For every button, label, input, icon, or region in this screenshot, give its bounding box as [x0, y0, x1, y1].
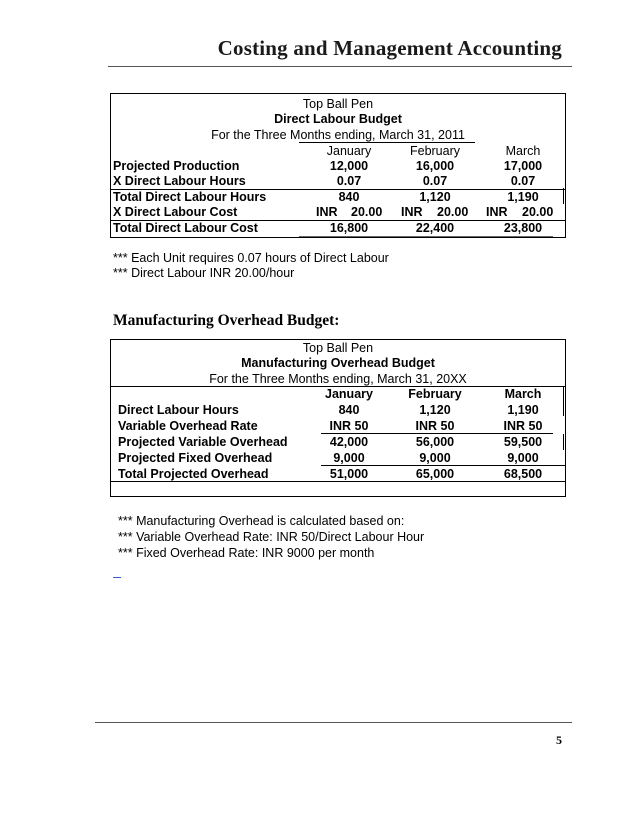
cell-value: 16,800 [329, 221, 369, 235]
cell-value: 20.00 [522, 205, 554, 219]
cell-value: 20.00 [437, 205, 469, 219]
table-row [111, 189, 565, 205]
cell-value: 9,000 [507, 451, 539, 465]
column-edge [563, 434, 564, 450]
overhead-note: *** Fixed Overhead Rate: INR 9000 per month [118, 546, 375, 560]
cell-value: 1,120 [419, 190, 451, 204]
cell-value: 1,190 [507, 190, 539, 204]
column-edge [563, 188, 564, 204]
page-header-title: Costing and Management Accounting [217, 36, 562, 60]
table-row [111, 434, 565, 450]
cell-value: 0.07 [510, 174, 536, 188]
table-row [111, 450, 565, 466]
cell-value: 840 [338, 403, 360, 417]
table-row [111, 173, 565, 189]
cell-value: 16,000 [415, 159, 455, 173]
cell-value: 65,000 [415, 467, 455, 481]
header-divider [108, 66, 572, 67]
overhead-company-name: Top Ball Pen [302, 341, 374, 355]
row-label: Variable Overhead Rate [118, 419, 258, 433]
table-row [111, 418, 565, 434]
row-label: X Direct Labour Hours [113, 174, 246, 188]
cell-value: 51,000 [329, 467, 369, 481]
stray-underline-mark [113, 577, 121, 578]
cell-value: 59,500 [503, 435, 543, 449]
cell-value: INR 50 [503, 419, 543, 433]
month-header: March [505, 144, 541, 158]
table-row [111, 220, 565, 236]
total-underline [299, 236, 553, 237]
cell-value: 42,000 [329, 435, 369, 449]
cell-value: 0.07 [422, 174, 448, 188]
footer-divider [95, 722, 572, 723]
overhead-note: *** Manufacturing Overhead is calculated based on: [118, 514, 405, 528]
row-label: X Direct Labour Cost [113, 205, 238, 219]
overhead-budget-title: Manufacturing Overhead Budget [241, 356, 435, 370]
direct-labour-budget-table [110, 93, 566, 238]
labour-company-name: Top Ball Pen [302, 97, 374, 111]
currency-label: INR [316, 205, 338, 219]
labour-budget-period: For the Three Months ending, March 31, 2011 [211, 128, 465, 142]
month-header: January [325, 387, 373, 401]
cell-value: 12,000 [329, 159, 369, 173]
cell-value: INR 50 [415, 419, 455, 433]
page-number: 5 [556, 733, 562, 747]
month-header: March [504, 387, 542, 401]
cell-value: 68,500 [503, 467, 543, 481]
month-header: January [326, 144, 372, 158]
row-label: Total Direct Labour Hours [113, 190, 267, 204]
cell-value: 56,000 [415, 435, 455, 449]
overhead-note: *** Variable Overhead Rate: INR 50/Direct Labour Hour [118, 530, 425, 544]
row-label: Total Projected Overhead [118, 467, 269, 481]
cell-value: 20.00 [351, 205, 383, 219]
row-label: Direct Labour Hours [118, 403, 239, 417]
cell-value: 0.07 [336, 174, 362, 188]
labour-budget-title: Direct Labour Budget [274, 112, 402, 126]
cell-value: INR 50 [329, 419, 369, 433]
cell-value: 23,800 [503, 221, 543, 235]
cell-value: 17,000 [503, 159, 543, 173]
overhead-month-header-row [111, 386, 565, 402]
row-label: Total Direct Labour Cost [113, 221, 258, 235]
month-header: February [409, 144, 461, 158]
table-row [111, 402, 565, 418]
cell-value: 9,000 [333, 451, 365, 465]
row-label: Projected Variable Overhead [118, 435, 288, 449]
currency-label: INR [401, 205, 423, 219]
manufacturing-overhead-budget-table [110, 339, 566, 497]
total-underline [111, 481, 565, 482]
cell-value: 22,400 [415, 221, 455, 235]
month-header: February [408, 387, 462, 401]
table-row [111, 158, 565, 174]
table-row [111, 204, 565, 220]
overhead-budget-period: For the Three Months ending, March 31, 20XX [209, 372, 467, 386]
row-label: Projected Fixed Overhead [118, 451, 273, 465]
labour-note: *** Direct Labour INR 20.00/hour [113, 266, 295, 280]
currency-label: INR [486, 205, 508, 219]
cell-value: 1,120 [419, 403, 451, 417]
column-edge [563, 386, 564, 416]
row-label: Projected Production [113, 159, 240, 173]
labour-month-header-row [111, 143, 565, 159]
overhead-section-heading: Manufacturing Overhead Budget: [113, 312, 340, 329]
cell-value: 9,000 [419, 451, 451, 465]
labour-note: *** Each Unit requires 0.07 hours of Direct Labour [113, 251, 389, 265]
cell-value: 1,190 [507, 403, 539, 417]
table-row [111, 466, 565, 482]
cell-value: 840 [338, 190, 360, 204]
